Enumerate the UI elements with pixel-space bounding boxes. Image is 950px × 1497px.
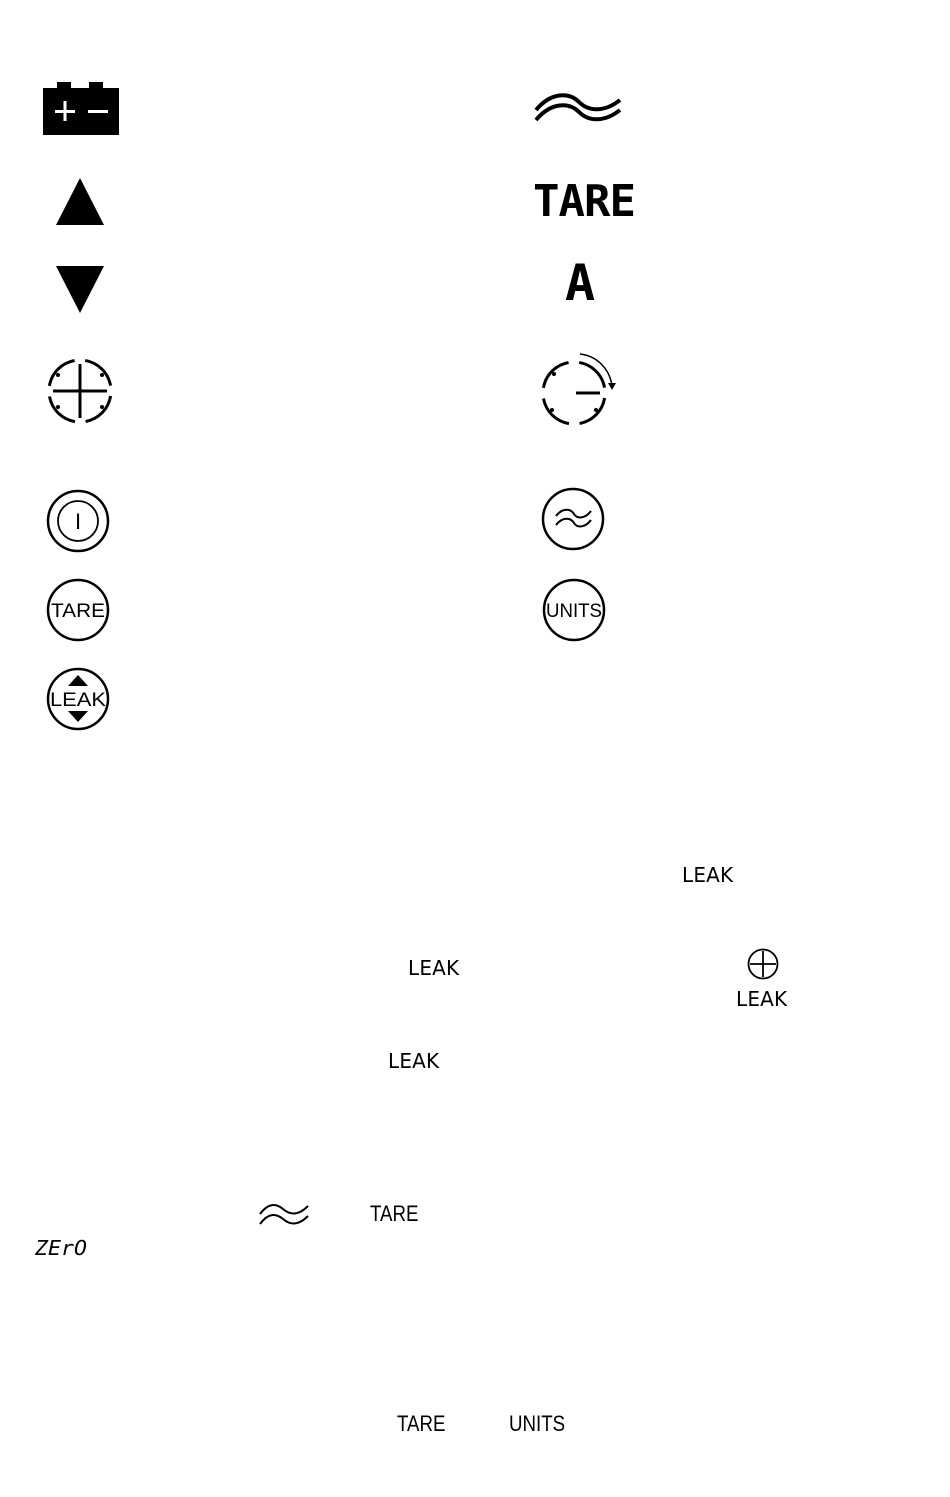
stable-wave-icon bbox=[533, 90, 623, 124]
leak-button-icon bbox=[46, 667, 110, 731]
leak-label: LEAK bbox=[736, 987, 788, 1011]
leak-label: LEAK bbox=[682, 863, 734, 887]
zero-target-icon bbox=[747, 948, 779, 980]
tare-label: TARE bbox=[370, 1201, 419, 1226]
power-label: I bbox=[74, 509, 82, 534]
tare-indicator: TARE bbox=[533, 176, 635, 227]
units-button-label: UNITS bbox=[546, 601, 602, 622]
leak-label: LEAK bbox=[408, 956, 460, 980]
leak-label: LEAK bbox=[388, 1049, 440, 1073]
zero-target-icon bbox=[46, 357, 114, 425]
stable-wave-icon bbox=[258, 1200, 310, 1228]
timer-icon bbox=[540, 352, 620, 428]
zero-readout-text: ZErO bbox=[33, 1236, 87, 1260]
units-label: UNITS bbox=[509, 1411, 566, 1436]
leak-button-label: LEAK bbox=[50, 690, 107, 711]
tare-label: TARE bbox=[397, 1411, 446, 1436]
tare-button-icon bbox=[46, 578, 110, 642]
zero-readout bbox=[35, 1235, 91, 1259]
battery-icon bbox=[43, 82, 119, 136]
up-arrow-icon bbox=[56, 178, 104, 226]
auto-indicator: A bbox=[565, 254, 596, 312]
down-arrow-icon bbox=[56, 266, 104, 314]
units-button-icon bbox=[542, 578, 606, 642]
power-button-icon bbox=[46, 489, 110, 553]
filter-button-icon bbox=[541, 487, 605, 551]
tare-button-label: TARE bbox=[51, 601, 105, 622]
